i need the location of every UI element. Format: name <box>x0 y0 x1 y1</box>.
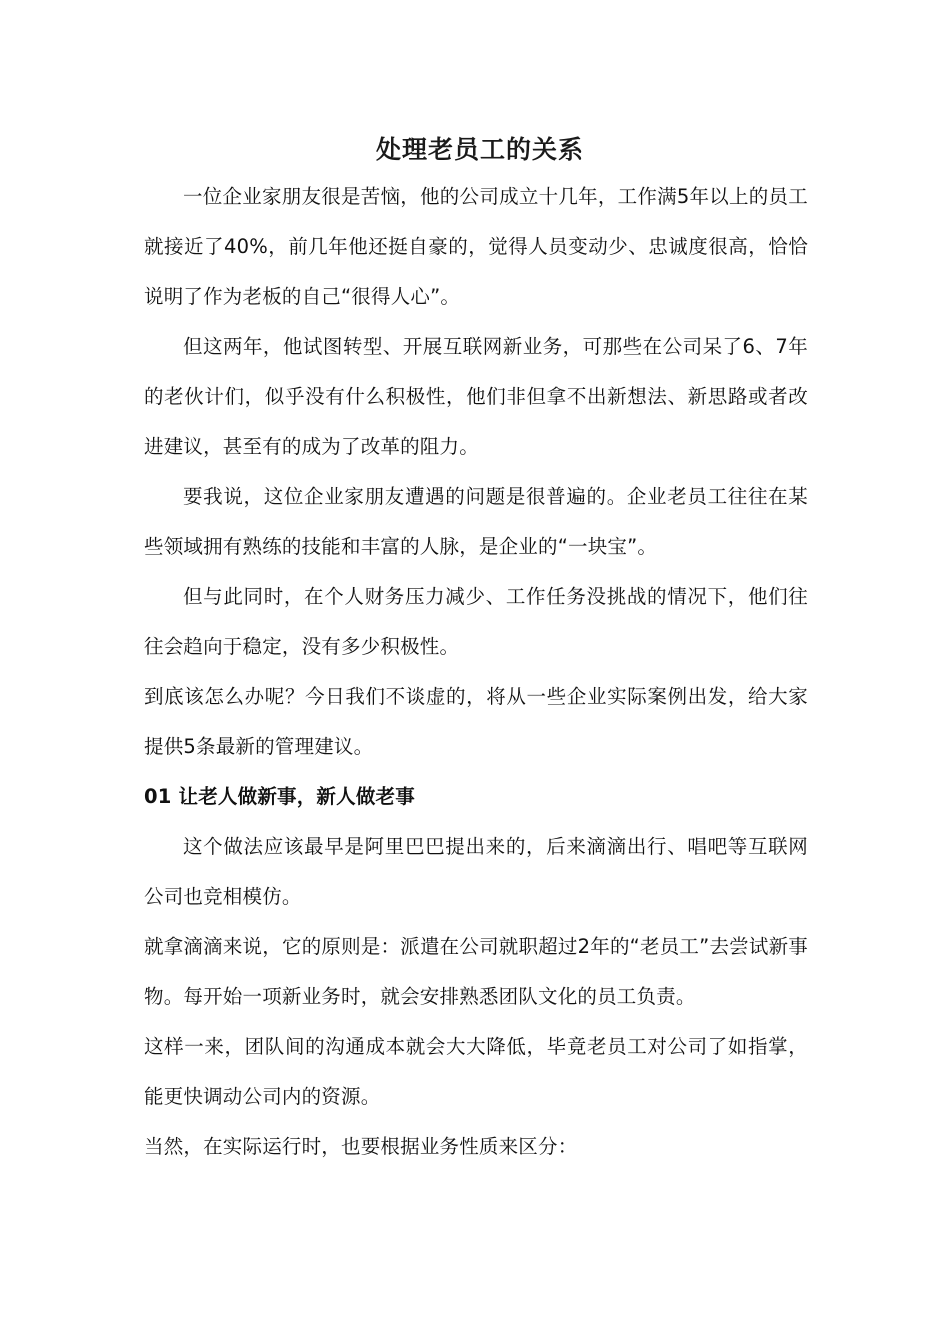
section-heading-01: 01 让老人做新事，新人做老事 <box>144 785 415 808</box>
paragraph-7: 就拿滴滴来说，它的原则是：派遣在公司就职超过2年的“老员工”去尝试新事物。每开始一项新业务时，就会安排熟悉团队文化的员工负责。 <box>144 935 808 1008</box>
paragraph-9: 当然，在实际运行时，也要根据业务性质来区分： <box>144 1135 578 1158</box>
paragraph-8: 这样一来，团队间的沟通成本就会大大降低，毕竟老员工对公司了如指掌，能更快调动公司内的资源。 <box>144 1035 808 1108</box>
paragraph-6: 这个做法应该最早是阿里巴巴提出来的，后来滴滴出行、唱吧等互联网公司也竞相模仿。 <box>144 835 808 908</box>
paragraph-3: 要我说，这位企业家朋友遭遇的问题是很普遍的。企业老员工往往在某些领域拥有熟练的技能和丰富的人脉，是企业的“一块宝”。 <box>144 485 808 558</box>
paragraph-1: 一位企业家朋友很是苦恼，他的公司成立十几年，工作满5年以上的员工就接近了40%，前几年他还挺自豪的，觉得人员变动少、忠诚度很高，恰恰说明了作为老板的自己“很得人心”。 <box>144 185 808 308</box>
document-title: 处理老员工的关系 <box>375 135 584 164</box>
paragraph-4: 但与此同时，在个人财务压力减少、工作任务没挑战的情况下，他们往往会趋向于稳定，没有多少积极性。 <box>144 585 808 658</box>
document-body <box>144 128 808 1172</box>
paragraph-2: 但这两年，他试图转型、开展互联网新业务，可那些在公司呆了6、7年的老伙计们，似乎没有什么积极性，他们非但拿不出新想法、新思路或者改进建议，甚至有的成为了改革的阻力。 <box>144 335 808 458</box>
paragraph-5: 到底该怎么办呢？今日我们不谈虚的，将从一些企业实际案例出发，给大家提供5条最新的管理建议。 <box>144 685 808 758</box>
